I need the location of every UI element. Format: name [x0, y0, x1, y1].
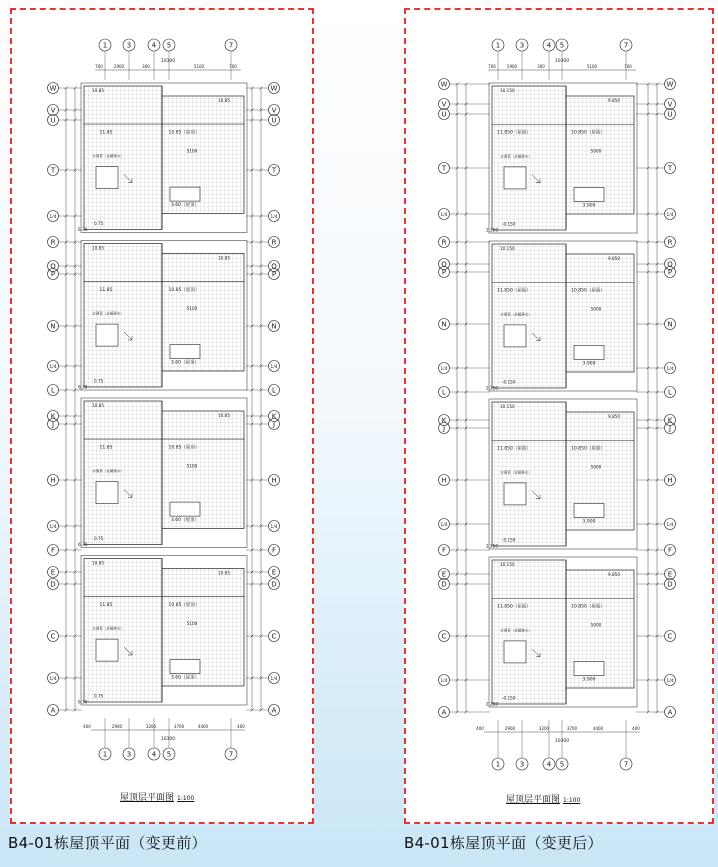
- row-axis-label-right: K: [271, 412, 277, 421]
- stair-shaft: [96, 639, 118, 661]
- row-axis-label-left: 1/4: [440, 678, 448, 684]
- row-axis-label-right: 1/4: [666, 212, 674, 218]
- elevation-label: 11.850（屋面）: [497, 288, 531, 294]
- roof-opening: [170, 660, 200, 674]
- row-axis-label-left: 1/4: [49, 214, 57, 220]
- elevation-label: 3.60（屋顶）: [170, 675, 200, 681]
- elevation-label: 11.850（屋面）: [497, 130, 531, 136]
- elevation-label: 3.60（屋顶）: [170, 360, 200, 366]
- elevation-label: 2.250: [486, 543, 498, 549]
- note-label: 水落管（金属落水）: [92, 626, 124, 631]
- stair-shaft: [504, 641, 526, 663]
- note-label: 水落管（金属落水）: [500, 312, 532, 317]
- top-dimension-total: 10300: [554, 59, 570, 64]
- row-axis-label-left: V: [50, 106, 56, 115]
- column-axis-label-bottom: 5: [166, 750, 172, 759]
- row-axis-label-right: H: [667, 476, 673, 485]
- column-axis-label-bottom: 1: [495, 760, 501, 769]
- row-axis-label-left: 1/4: [49, 524, 57, 530]
- elevation-label: 3.60（屋顶）: [170, 518, 200, 523]
- drawing-title-text: 屋顶层平面图: [506, 795, 561, 805]
- dimension-label: 5000: [590, 148, 602, 154]
- row-axis-label-left: E: [50, 568, 56, 577]
- row-axis-label-right: 1/4: [666, 678, 674, 684]
- row-axis-label-right: C: [667, 632, 673, 641]
- row-axis-label-left: Q: [441, 260, 447, 269]
- elevation-label: 10.850（屋面）: [571, 130, 605, 136]
- column-axis-label-bottom: 1: [102, 750, 108, 759]
- elevation-label: 10.85: [92, 88, 104, 93]
- row-axis-label-right: W: [270, 84, 278, 93]
- bottom-dimension-value: 3700: [566, 726, 578, 731]
- row-axis-label-left: L: [51, 386, 55, 395]
- row-axis-label-right: 1/4: [270, 676, 278, 682]
- elevation-label: 0.75: [94, 378, 104, 384]
- row-axis-label-right: A: [667, 708, 673, 717]
- stair-shaft: [504, 325, 526, 347]
- elevation-label: 11.85: [99, 445, 113, 451]
- row-axis-label-left: 1/4: [49, 364, 57, 370]
- column-axis-label-top: 5: [166, 41, 172, 50]
- note-label: 水落管（金属落水）: [92, 469, 124, 474]
- row-axis-label-left: T: [50, 166, 56, 175]
- elevation-label: 11.850（屋面）: [497, 446, 531, 452]
- row-axis-label-left: A: [441, 708, 447, 717]
- row-axis-label-right: Q: [667, 260, 673, 269]
- row-axis-label-left: F: [50, 546, 56, 555]
- elevation-label: 9.850: [608, 414, 620, 419]
- row-axis-label-right: J: [272, 420, 276, 429]
- elevation-label: 2.250: [486, 385, 498, 391]
- row-axis-label-left: U: [50, 116, 56, 125]
- top-dimension-value: 2900: [506, 64, 518, 69]
- elevation-label: -0.150: [502, 537, 516, 543]
- elevation-label: 10.85（屋顶）: [168, 288, 200, 294]
- column-axis-label-top: 1: [102, 41, 108, 50]
- elevation-label: 2.250: [486, 701, 498, 707]
- column-axis-label-top: 5: [559, 41, 565, 50]
- drawing-scale: 1:100: [563, 797, 581, 804]
- row-axis-label-left: L: [442, 388, 446, 397]
- elevation-label: -0.150: [502, 221, 516, 227]
- roof-opening: [574, 345, 604, 359]
- row-axis-label-left: H: [50, 476, 56, 485]
- top-dimension-value: 700: [229, 64, 237, 69]
- row-axis-label-left: D: [441, 580, 447, 589]
- elevation-label: 10.85: [218, 570, 230, 576]
- row-axis-label-right: K: [667, 416, 673, 425]
- row-axis-label-left: C: [50, 632, 56, 641]
- dimension-label: 5100: [186, 463, 198, 469]
- row-axis-label-left: R: [50, 238, 56, 247]
- row-axis-label-right: V: [271, 106, 277, 115]
- roof-opening: [170, 345, 200, 359]
- elevation-label: 10.85（屋顶）: [168, 603, 200, 609]
- stair-shaft: [96, 167, 118, 189]
- row-axis-label-left: D: [50, 580, 56, 589]
- bottom-dimension-value: 4400: [197, 724, 209, 729]
- row-axis-label-left: A: [50, 706, 56, 715]
- row-axis-label-right: L: [272, 386, 276, 395]
- column-axis-label-bottom: 3: [126, 750, 132, 759]
- row-axis-label-right: E: [271, 568, 277, 577]
- roof-opening: [574, 661, 604, 675]
- bottom-dimension-value: 3200: [145, 724, 157, 729]
- note-label: 水落管（金属落水）: [500, 154, 532, 159]
- row-axis-label-left: W: [49, 84, 57, 93]
- row-axis-label-left: K: [50, 412, 56, 421]
- roof-opening: [170, 187, 200, 201]
- dimension-label: 5100: [186, 148, 198, 154]
- row-axis-label-right: V: [667, 100, 673, 109]
- column-axis-label-top: 4: [151, 41, 157, 50]
- elevation-label: 6.30: [78, 384, 88, 390]
- elevation-label: 0.75: [94, 535, 104, 541]
- dimension-label: 5100: [186, 305, 198, 311]
- row-axis-label-left: N: [441, 320, 447, 329]
- roof-plan-before: [12, 10, 312, 822]
- elevation-label: 10.85: [92, 403, 104, 408]
- row-axis-label-left: K: [441, 416, 447, 425]
- bottom-dimension-value: 3700: [173, 724, 185, 729]
- elevation-label: 3.60（屋顶）: [170, 203, 200, 208]
- row-axis-label-right: P: [667, 268, 673, 277]
- column-axis-label-bottom: 4: [151, 750, 157, 759]
- roof-opening: [574, 187, 604, 201]
- elevation-label: 10.85: [92, 560, 104, 566]
- column-axis-label-top: 7: [228, 41, 234, 50]
- elevation-label: 10.85: [92, 245, 104, 251]
- roof-opening: [170, 502, 200, 516]
- top-dimension-value: 5100: [193, 64, 205, 69]
- column-axis-label-bottom: 3: [519, 760, 525, 769]
- row-axis-label-right: N: [667, 320, 673, 329]
- row-axis-label-right: U: [667, 110, 673, 119]
- roof-opening: [574, 503, 604, 517]
- top-dimension-value: 5100: [586, 64, 598, 69]
- bottom-dimension-value: 400: [237, 724, 245, 729]
- row-axis-label-right: J: [668, 424, 672, 433]
- elevation-label: 10.850（屋面）: [571, 288, 605, 294]
- top-dimension-value: 700: [95, 64, 103, 69]
- row-axis-label-left: U: [441, 110, 447, 119]
- row-axis-label-right: H: [271, 476, 277, 485]
- dimension-label: 5000: [590, 622, 602, 628]
- row-axis-label-right: L: [668, 388, 672, 397]
- row-axis-label-left: 1/4: [440, 366, 448, 372]
- row-axis-label-right: E: [667, 570, 673, 579]
- column-axis-label-top: 7: [623, 41, 629, 50]
- elevation-label: 0.75: [94, 693, 104, 699]
- bottom-dimension-value: 2900: [111, 724, 123, 729]
- row-axis-label-left: E: [441, 570, 447, 579]
- bottom-dimension-total: 10300: [160, 737, 176, 742]
- roof-plan-drawing-before: [12, 10, 312, 822]
- roof-plan-drawing-after: [406, 10, 712, 822]
- row-axis-label-right: 1/4: [666, 522, 674, 528]
- elevation-label: 10.85: [218, 255, 230, 261]
- row-axis-label-left: 1/4: [49, 676, 57, 682]
- row-axis-label-right: D: [271, 580, 277, 589]
- column-axis-label-bottom: 7: [228, 750, 234, 759]
- elevation-label: 9.850: [608, 572, 620, 577]
- stair-shaft: [504, 483, 526, 505]
- row-axis-label-left: 1/4: [440, 522, 448, 528]
- drawing-scale: 1:100: [177, 795, 195, 802]
- elevation-label: 11.85: [99, 130, 113, 136]
- row-axis-label-right: T: [667, 164, 673, 173]
- column-axis-label-top: 4: [546, 41, 552, 50]
- row-axis-label-left: H: [441, 476, 447, 485]
- dimension-label: 5100: [186, 620, 198, 626]
- row-axis-label-right: 1/4: [270, 214, 278, 220]
- note-label: 水落管（金属落水）: [500, 470, 532, 475]
- elevation-label: -0.150: [502, 695, 516, 701]
- caption-before: B4-01栋屋顶平面（变更前）: [8, 834, 207, 852]
- row-axis-label-right: U: [271, 116, 277, 125]
- elevation-label: 10.150: [500, 88, 515, 93]
- elevation-label: 0.75: [94, 220, 104, 226]
- bottom-dimension-value: 400: [476, 726, 484, 731]
- elevation-label: 9.850: [608, 98, 620, 103]
- elevation-label: 11.85: [99, 603, 113, 609]
- column-axis-label-top: 3: [126, 41, 132, 50]
- elevation-label: 3.900: [582, 361, 596, 367]
- dimension-label: 5000: [590, 306, 602, 312]
- elevation-label: 6.30: [78, 542, 88, 548]
- elevation-label: 10.150: [500, 246, 515, 251]
- top-dimension-value: 2900: [113, 64, 125, 69]
- top-dimension-value: 300: [142, 64, 150, 69]
- row-axis-label-left: N: [50, 322, 56, 331]
- column-axis-label-bottom: 5: [559, 760, 565, 769]
- row-axis-label-left: R: [441, 238, 447, 247]
- top-dimension-total: 10300: [160, 59, 176, 64]
- elevation-label: 6.30: [78, 227, 88, 233]
- row-axis-label-right: R: [271, 238, 277, 247]
- bottom-dimension-value: 4400: [592, 726, 604, 731]
- drawing-panel-before: [10, 8, 314, 824]
- column-axis-label-top: 1: [495, 41, 501, 50]
- bottom-dimension-value: 3200: [538, 726, 550, 731]
- note-label: 水落管（金属落水）: [500, 628, 532, 633]
- bottom-dimension-value: 400: [632, 726, 640, 731]
- row-axis-label-right: C: [271, 632, 277, 641]
- note-label: 水落管（金属落水）: [92, 154, 124, 159]
- row-axis-label-left: J: [51, 420, 55, 429]
- top-dimension-value: 300: [537, 64, 545, 69]
- drawing-title-before: [120, 790, 194, 803]
- elevation-label: 3.900: [582, 203, 596, 209]
- bottom-dimension-value: 2900: [504, 726, 516, 731]
- caption-after: B4-01栋屋顶平面（变更后）: [404, 834, 603, 852]
- elevation-label: 10.850（屋面）: [571, 446, 605, 452]
- elevation-label: 10.85: [218, 413, 230, 418]
- elevation-label: -0.150: [502, 379, 516, 385]
- roof-plan-after: [406, 10, 712, 822]
- row-axis-label-right: R: [667, 238, 673, 247]
- drawing-title-after: [506, 792, 580, 805]
- row-axis-label-left: W: [440, 80, 448, 89]
- row-axis-label-right: N: [271, 322, 277, 331]
- elevation-label: 3.900: [582, 677, 596, 683]
- row-axis-label-right: 1/4: [666, 366, 674, 372]
- dimension-label: 5000: [590, 464, 602, 470]
- elevation-label: 11.850（屋面）: [497, 604, 531, 610]
- row-axis-label-right: F: [667, 546, 673, 555]
- elevation-label: 9.850: [608, 256, 620, 261]
- row-axis-label-right: 1/4: [270, 524, 278, 530]
- top-dimension-value: 700: [488, 64, 496, 69]
- row-axis-label-left: Q: [50, 262, 56, 271]
- drawing-title-text: 屋顶层平面图: [120, 793, 175, 803]
- row-axis-label-left: T: [441, 164, 447, 173]
- elevation-label: 10.85（屋顶）: [168, 445, 200, 451]
- elevation-label: 2.250: [486, 227, 498, 233]
- row-axis-label-left: F: [441, 546, 447, 555]
- row-axis-label-left: V: [441, 100, 447, 109]
- elevation-label: 11.85: [99, 288, 113, 294]
- elevation-label: 3.900: [582, 519, 596, 525]
- row-axis-label-left: J: [442, 424, 446, 433]
- row-axis-label-left: P: [441, 268, 447, 277]
- row-axis-label-left: C: [441, 632, 447, 641]
- note-label: 水落管（金属落水）: [92, 311, 124, 316]
- row-axis-label-right: D: [667, 580, 673, 589]
- row-axis-label-left: P: [50, 270, 56, 279]
- bottom-dimension-total: 10300: [554, 739, 570, 744]
- elevation-label: 10.150: [500, 404, 515, 409]
- bottom-dimension-value: 400: [83, 724, 91, 729]
- row-axis-label-right: 1/4: [270, 364, 278, 370]
- column-axis-label-top: 3: [519, 41, 525, 50]
- row-axis-label-right: F: [271, 546, 277, 555]
- row-axis-label-right: T: [271, 166, 277, 175]
- drawing-panel-after: [404, 8, 714, 824]
- stair-shaft: [504, 167, 526, 189]
- elevation-label: 10.85（屋顶）: [168, 130, 200, 136]
- row-axis-label-right: P: [271, 270, 277, 279]
- elevation-label: 10.850（屋面）: [571, 604, 605, 610]
- top-dimension-value: 700: [624, 64, 632, 69]
- row-axis-label-right: W: [666, 80, 674, 89]
- elevation-label: 10.150: [500, 562, 515, 567]
- row-axis-label-right: Q: [271, 262, 277, 271]
- column-axis-label-bottom: 7: [623, 760, 629, 769]
- row-axis-label-left: 1/4: [440, 212, 448, 218]
- row-axis-label-right: A: [271, 706, 277, 715]
- elevation-label: 10.85: [218, 98, 230, 103]
- elevation-label: 6.30: [78, 699, 88, 705]
- stair-shaft: [96, 482, 118, 504]
- stair-shaft: [96, 324, 118, 346]
- column-axis-label-bottom: 4: [546, 760, 552, 769]
